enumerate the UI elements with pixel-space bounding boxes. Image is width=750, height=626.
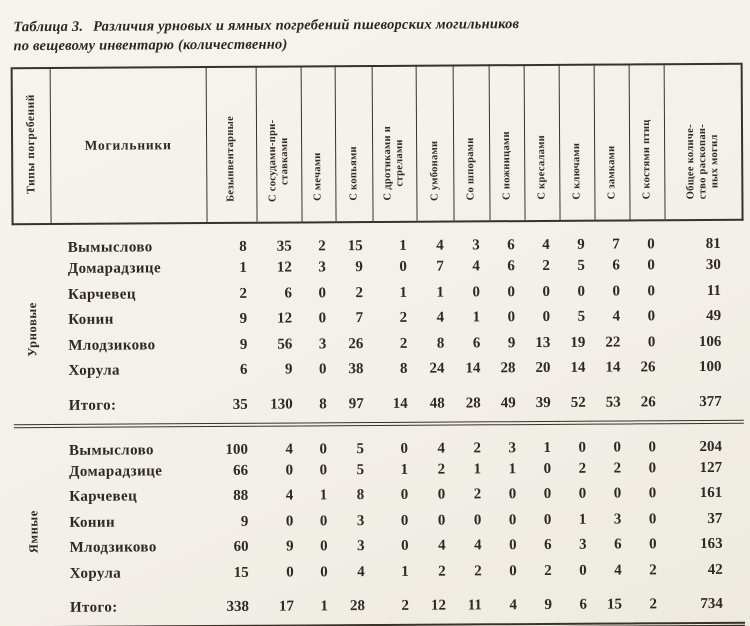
value-cell: 11 <box>467 597 482 614</box>
header-spears: С копьями <box>335 66 373 222</box>
value-cell: 6 <box>614 536 622 553</box>
value-cell: 2 <box>474 563 482 580</box>
value-cell: 38 <box>348 361 364 378</box>
value-cell: 1 <box>399 237 407 254</box>
value-cell: 2 <box>318 238 326 255</box>
value-cell: 35 <box>276 238 292 255</box>
value-cell: 0 <box>507 283 516 300</box>
value-cell: 0 <box>647 308 656 325</box>
value-cell: 377 <box>699 393 722 410</box>
burial-types-label: Типы погребений <box>25 93 38 194</box>
value-cell: 66 <box>233 462 249 479</box>
value-cell: 0 <box>509 537 517 554</box>
value-cell: 1 <box>472 309 481 326</box>
value-cell: 1 <box>319 487 328 504</box>
value-cell: 0 <box>400 512 409 529</box>
site-name: Карчевец <box>67 286 136 303</box>
value-cell: 0 <box>318 285 327 302</box>
value-cell: 0 <box>647 334 656 351</box>
value-cell: 0 <box>286 564 294 581</box>
value-cell: 28 <box>465 394 481 411</box>
table-row <box>13 220 743 257</box>
header-total-excavated: Общее количе- ство раскопан- ных могил <box>664 64 743 220</box>
value-cell: 6 <box>507 258 515 275</box>
value-cell: 0 <box>542 309 551 326</box>
value-cell: 0 <box>613 439 622 456</box>
value-cell: 0 <box>285 462 294 479</box>
value-cell: 8 <box>399 361 408 378</box>
value-cell: 161 <box>699 485 723 502</box>
value-cell: 9 <box>239 311 248 328</box>
value-cell: 2 <box>401 597 409 614</box>
value-cell: 28 <box>500 360 516 377</box>
value-cell: 6 <box>284 285 293 302</box>
value-cell: 127 <box>699 459 723 476</box>
value-cell: 0 <box>612 283 621 300</box>
value-cell: 15 <box>233 564 249 581</box>
section-type-label: Урновые <box>25 302 40 357</box>
value-cell: 4 <box>542 236 550 253</box>
value-cell: 0 <box>507 309 516 326</box>
header-shears: С ножницами <box>489 65 525 221</box>
header-fire-steels: С кресалами <box>524 65 560 221</box>
site-name: Вымыслово <box>68 441 154 459</box>
value-cell: 0 <box>320 538 328 555</box>
value-cell: 0 <box>543 486 552 503</box>
value-cell: 37 <box>707 510 723 527</box>
header-javelins-arrows: С дротиками и стрелами <box>372 66 417 222</box>
value-cell: 5 <box>356 461 365 478</box>
value-cell: 0 <box>285 513 294 530</box>
value-cell: 4 <box>436 309 445 326</box>
value-cell: 6 <box>472 335 481 352</box>
value-cell: 0 <box>319 440 328 457</box>
value-cell: 0 <box>508 486 517 503</box>
value-cell: 2 <box>578 460 587 477</box>
site-name: Домарадзице <box>67 260 162 278</box>
total-label: Итого: <box>68 397 117 414</box>
value-cell: 12 <box>276 259 292 276</box>
value-cell: 9 <box>544 596 552 613</box>
value-cell: 4 <box>614 562 622 579</box>
value-cell: 4 <box>357 563 365 580</box>
header-swords: С мечами <box>301 66 336 222</box>
value-cell: 734 <box>700 595 723 613</box>
header-row <box>12 64 743 224</box>
site-name: Хорула <box>68 362 120 380</box>
value-cell: 2 <box>437 461 446 478</box>
value-cell: 0 <box>647 257 655 274</box>
value-cell: 0 <box>400 440 409 457</box>
value-cell: 14 <box>570 359 586 377</box>
value-cell: 12 <box>430 597 446 614</box>
value-cell: 3 <box>579 536 587 554</box>
value-cell: 2 <box>649 596 657 613</box>
value-cell: 7 <box>612 236 620 253</box>
inventory-table <box>11 63 746 626</box>
value-cell: 4 <box>437 440 446 457</box>
value-cell: 100 <box>225 441 249 458</box>
caption-text: Различия урновых и ямных погребений пшеворских могильников <box>93 16 520 35</box>
value-cell: 0 <box>542 283 551 300</box>
value-cell: 15 <box>347 238 363 255</box>
value-cell: 0 <box>648 460 657 477</box>
value-cell: 0 <box>578 439 587 456</box>
value-cell: 0 <box>320 564 328 581</box>
header-cemeteries <box>50 67 207 224</box>
section-type-cell <box>13 224 52 426</box>
table-row <box>14 421 744 459</box>
value-cell: 0 <box>649 536 657 553</box>
value-cell: 9 <box>577 236 585 253</box>
value-cell: 1 <box>320 598 328 615</box>
value-cell: 26 <box>640 393 656 410</box>
value-cell: 0 <box>543 460 552 477</box>
value-cell: 6 <box>544 537 552 554</box>
value-cell: 8 <box>319 395 327 412</box>
value-cell: 4 <box>472 258 480 275</box>
scan-content <box>10 14 742 626</box>
site-name: Конин <box>68 311 114 329</box>
header-shield-bosses: С умбонами <box>416 66 454 222</box>
value-cell: 2 <box>399 335 408 352</box>
table-header <box>12 64 743 224</box>
value-cell: 7 <box>355 310 364 327</box>
value-cell: 4 <box>436 237 444 254</box>
value-cell: 3 <box>318 259 326 276</box>
value-cell: 3 <box>357 538 365 555</box>
value-cell: 2 <box>649 562 657 579</box>
site-name: Вымыслово <box>67 239 153 256</box>
site-name: Млодзиково <box>69 539 157 557</box>
header-accessory-vessels: С сосудами-при- ставками <box>256 66 302 222</box>
value-cell: 11 <box>706 282 722 299</box>
value-cell: 3 <box>472 237 480 254</box>
value-cell: 0 <box>648 438 657 455</box>
site-name: Млодзиково <box>68 337 156 354</box>
value-cell: 0 <box>401 538 409 555</box>
site-name: Карчевец <box>69 488 138 506</box>
header-burial-types <box>12 68 51 224</box>
value-cell: 3 <box>356 512 365 529</box>
value-cell: 0 <box>437 486 446 503</box>
value-cell: 2 <box>542 258 550 275</box>
section-pit-burials <box>14 421 745 626</box>
value-cell: 0 <box>318 310 327 327</box>
header-locks: С замками <box>594 64 630 220</box>
value-cell: 9 <box>286 538 294 555</box>
value-cell: 2 <box>438 563 446 580</box>
section-type-cell <box>14 425 53 626</box>
total-label: Итого: <box>69 599 118 616</box>
value-cell: 20 <box>535 360 551 377</box>
value-cell: 4 <box>474 537 482 554</box>
value-cell: 130 <box>270 396 293 413</box>
value-cell: 338 <box>226 598 249 615</box>
value-cell: 9 <box>355 259 363 276</box>
value-cell: 9 <box>240 513 249 530</box>
value-cell: 5 <box>577 308 586 326</box>
value-cell: 81 <box>705 235 721 252</box>
value-cell: 1 <box>436 284 445 301</box>
value-cell: 0 <box>319 462 328 479</box>
value-cell: 6 <box>612 257 620 274</box>
value-cell: 5 <box>577 257 585 275</box>
value-cell: 48 <box>429 395 445 412</box>
value-cell: 0 <box>472 284 481 301</box>
value-cell: 6 <box>579 596 587 613</box>
value-cell: 163 <box>699 536 723 553</box>
value-cell: 1 <box>578 511 587 528</box>
value-cell: 14 <box>605 359 621 376</box>
value-cell: 7 <box>436 258 444 275</box>
value-cell: 0 <box>508 511 517 528</box>
header-keys: С ключами <box>559 65 595 221</box>
value-cell: 3 <box>613 511 622 528</box>
value-cell: 1 <box>401 563 409 580</box>
value-cell: 4 <box>285 441 294 458</box>
value-cell: 0 <box>509 562 517 579</box>
value-cell: 17 <box>278 598 294 615</box>
value-cell: 42 <box>707 561 723 578</box>
value-cell: 0 <box>648 511 657 528</box>
value-cell: 24 <box>429 360 445 377</box>
value-cell: 3 <box>508 439 517 456</box>
total-row <box>14 380 744 425</box>
site-name: Домарадзице <box>69 463 163 480</box>
total-row <box>15 583 745 626</box>
value-cell: 0 <box>648 485 657 502</box>
table-caption <box>13 14 738 56</box>
value-cell: 22 <box>605 334 621 351</box>
value-cell: 49 <box>500 394 516 411</box>
value-cell: 28 <box>349 598 365 615</box>
value-cell: 8 <box>356 487 365 504</box>
value-cell: 9 <box>507 334 516 351</box>
value-cell: 4 <box>612 308 621 325</box>
value-cell: 106 <box>698 333 722 350</box>
value-cell: 4 <box>285 487 294 504</box>
value-cell: 4 <box>438 537 446 554</box>
cemeteries-label: Могильники <box>84 137 172 153</box>
value-cell: 35 <box>232 396 248 413</box>
value-cell: 2 <box>473 486 482 503</box>
header-spurs: Со шпорами <box>453 65 490 221</box>
value-cell: 4 <box>509 597 517 614</box>
value-cell: 6 <box>239 362 248 379</box>
value-cell: 0 <box>647 283 656 300</box>
value-cell: 56 <box>277 336 293 353</box>
value-cell: 1 <box>239 260 247 277</box>
value-cell: 0 <box>319 513 328 530</box>
value-cell: 0 <box>577 283 586 300</box>
value-cell: 2 <box>355 284 364 301</box>
value-cell: 0 <box>613 485 622 502</box>
header-no-inventory: Безынвентарные <box>206 67 257 223</box>
value-cell: 14 <box>392 395 408 412</box>
value-cell: 1 <box>543 439 552 456</box>
value-cell: 0 <box>473 512 482 529</box>
value-cell: 2 <box>399 310 408 327</box>
value-cell: 100 <box>698 359 722 376</box>
value-cell: 3 <box>318 336 327 353</box>
value-cell: 0 <box>318 361 327 378</box>
value-cell: 49 <box>706 308 722 325</box>
value-cell: 0 <box>647 236 655 253</box>
value-cell: 0 <box>543 511 552 528</box>
value-cell: 2 <box>544 562 552 579</box>
site-name: Хорула <box>69 565 122 582</box>
header-bird-bones: С костями птиц <box>629 64 665 220</box>
value-cell: 39 <box>535 394 551 411</box>
value-cell: 97 <box>348 395 364 412</box>
section-urn-burials <box>13 220 744 426</box>
value-cell: 6 <box>507 237 515 254</box>
section-type-label: Ямные <box>26 510 41 554</box>
value-cell: 88 <box>233 488 249 505</box>
value-cell: 2 <box>473 439 482 456</box>
value-cell: 15 <box>606 596 622 613</box>
value-cell: 1 <box>473 461 482 478</box>
value-cell: 0 <box>437 512 446 529</box>
value-cell: 9 <box>239 336 248 353</box>
value-cell: 13 <box>535 334 551 351</box>
value-cell: 204 <box>699 438 722 455</box>
value-cell: 53 <box>605 394 621 411</box>
value-cell: 2 <box>613 460 622 477</box>
value-cell: 0 <box>578 485 587 503</box>
value-cell: 60 <box>233 539 249 556</box>
site-name: Конин <box>69 514 116 531</box>
value-cell: 26 <box>348 335 364 352</box>
value-cell: 8 <box>239 238 247 255</box>
value-cell: 14 <box>465 360 481 377</box>
value-cell: 52 <box>570 394 586 411</box>
value-cell: 5 <box>356 440 365 457</box>
value-cell: 1 <box>400 461 409 478</box>
caption-line-2: по вещевому инвентарю (количественно) <box>13 36 288 55</box>
value-cell: 1 <box>399 284 408 301</box>
value-cell: 0 <box>399 259 407 276</box>
value-cell: 9 <box>284 361 293 378</box>
value-cell: 8 <box>436 335 445 352</box>
value-cell: 19 <box>570 334 586 351</box>
value-cell: 26 <box>640 359 656 376</box>
value-cell: 0 <box>400 487 409 504</box>
value-cell: 1 <box>508 460 517 477</box>
value-cell: 2 <box>239 285 248 302</box>
value-cell: 12 <box>277 310 293 327</box>
value-cell: 0 <box>579 562 587 579</box>
value-cell: 30 <box>705 257 721 274</box>
table-number: Таблица 3. <box>13 18 84 36</box>
